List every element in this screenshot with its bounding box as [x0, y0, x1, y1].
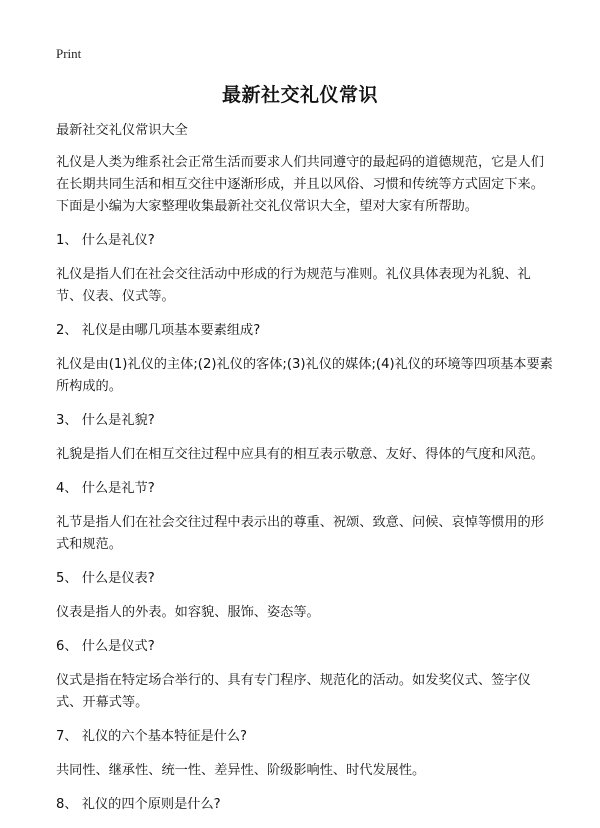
answer-paragraph: 礼仪是指人们在社会交往活动中形成的行为规范与准则。礼仪具体表现为礼貌、礼节、仪表、仪式等。: [56, 267, 531, 304]
question-heading: 7、 礼仪的六个基本特征是什么?: [56, 729, 248, 744]
answer-paragraph: 共同性、继承性、统一性、差异性、阶级影响性、时代发展性。: [56, 763, 426, 778]
answer-paragraph: 礼节是指人们在社会交往过程中表示出的尊重、祝颂、致意、问候、哀悼等惯用的形式和规范。: [56, 515, 544, 552]
question-heading: 5、 什么是仪表?: [56, 571, 155, 586]
answer-paragraph: 仪表是指人的外表。如容貌、服饰、姿态等。: [56, 605, 320, 620]
question-heading: 3、 什么是礼貌?: [56, 413, 155, 428]
question-heading: 6、 什么是仪式?: [56, 639, 155, 654]
question-heading: 4、 什么是礼节?: [56, 481, 155, 496]
document-body: [56, 120, 556, 828]
answer-paragraph: 礼仪是由(1)礼仪的主体;(2)礼仪的客体;(3)礼仪的媒体;(4)礼仪的环境等四项基本要素所构成的。: [56, 357, 553, 394]
answer-paragraph: 礼貌是指人们在相互交往过程中应具有的相互表示敬意、友好、得体的气度和风范。: [56, 447, 544, 462]
print-link[interactable]: Print: [56, 46, 82, 61]
question-heading: 1、 什么是礼仪?: [56, 233, 155, 248]
question-heading: 2、 礼仪是由哪几项基本要素组成?: [56, 323, 261, 338]
document-title: 最新社交礼仪常识: [221, 84, 378, 106]
question-heading: 8、 礼仪的四个原则是什么?: [56, 797, 221, 812]
document-subtitle: 最新社交礼仪常识大全: [56, 123, 188, 138]
intro-paragraph: 礼仪是人类为维系社会正常生活而要求人们共同遵守的最起码的道德规范，它是人们在长期共同生活和相互交往中逐渐形成，并且以风俗、习惯和传统等方式固定下来。下面是小编为大家整理收集最新社交礼仪常识大全，望对大家有所帮助。: [56, 155, 544, 214]
answer-paragraph: 仪式是指在特定场合举行的、具有专门程序、规范化的活动。如发奖仪式、签字仪式、开幕式等。: [56, 673, 531, 710]
